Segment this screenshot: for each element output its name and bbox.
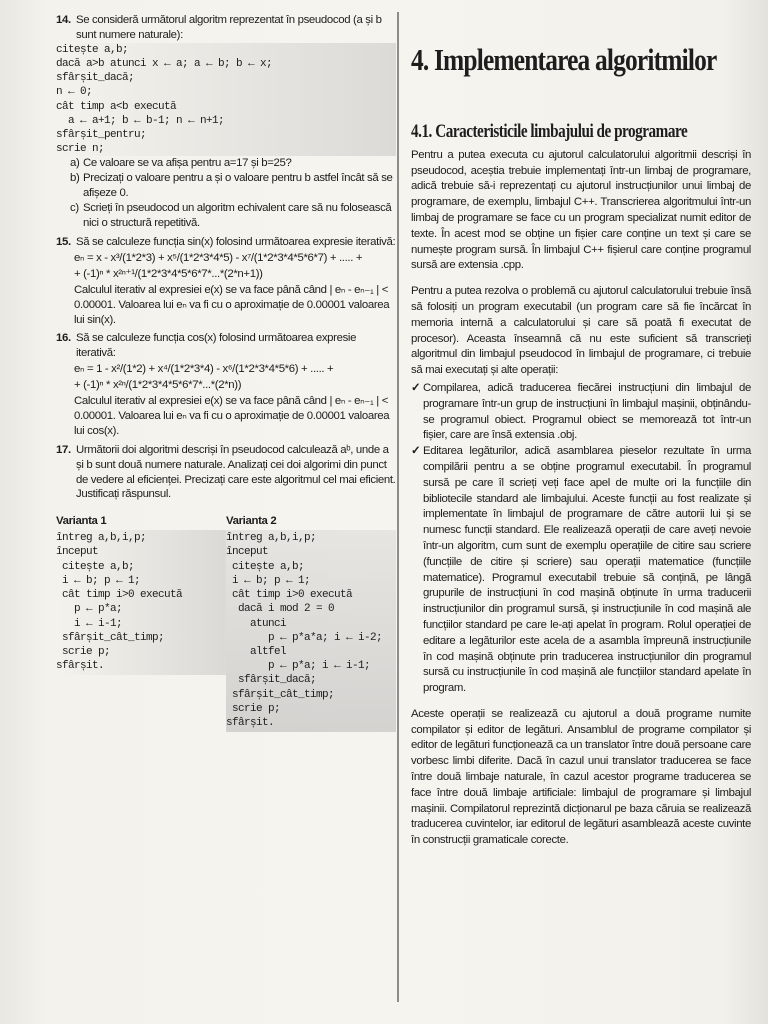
code-line: citește a,b; (226, 560, 305, 573)
code-line: a ← a+1; b ← b-1; n ← n+1; (56, 114, 225, 127)
exercise-16 (56, 331, 396, 361)
code-line: început (226, 546, 269, 559)
subquestion-label: c) (70, 202, 79, 215)
code-line: întreg a,b,i,p; (226, 532, 317, 545)
bullet-text: Compilarea, adică traducerea fiecărei instrucțiuni din limbajul de programare într-un grup de instrucțiuni în limbajul mașinii, obținându-se programul obiect. Programul obiect se memorează tot într-un fișier, care are însă extensia .obj. (423, 381, 751, 442)
bullet-linking (411, 444, 751, 697)
exercise-17 (56, 443, 396, 503)
exercise-intro: Să se calculeze funcția sin(x) folosind următoarea expresie iterativă: (76, 235, 396, 248)
code-line: cât timp i>0 execută (226, 589, 353, 602)
cos-formula-line-2: + (-1)ⁿ * x²ⁿ/(1*2*3*4*5*6*7*...*(2*n)) (74, 379, 242, 392)
column-divider (397, 12, 399, 1002)
code-line: citește a,b; (56, 43, 129, 56)
code-line: scrie p; (226, 702, 281, 715)
code-line: p ← p*a*a; i ← i-2; (226, 631, 383, 644)
subquestion-text: Scrieți în pseudocod un algoritm echivalent care să nu folosească nici o structură repetitivă. (83, 202, 392, 230)
chapter-title: 4. Implementarea algoritmilor (411, 42, 717, 77)
bullet-compilation (411, 381, 751, 444)
variant-title: Varianta 1 (56, 515, 107, 528)
subquestion-b (56, 171, 396, 201)
code-line: i ← b; p ← 1; (56, 574, 141, 587)
paragraph-1: Pentru a putea executa cu ajutorul calculatorului algoritmii descriși în pseudocod, aceștia trebuie implementați într-un limbaj de programare, adică trebuie să-i reprezentați cu ajutorul instrucțiunilor unui limbaj de programare, de exemplu, limbajul C++. Transcrierea algoritmului într-un limbaj de programare se face cu un program specializat numit editor de texte. În acest mod se obține un fișier care conține un text și care se numește program sursă. În limbajul C++ fișierul care conține programul sursă are extensia .cpp. (411, 148, 751, 272)
exercise-number: 17. (56, 443, 71, 456)
code-line: altfel (226, 645, 287, 658)
checkmark-icon: ✓ (411, 445, 421, 458)
variant-2-code (226, 530, 396, 732)
section-title: 4.1. Caracteristicile limbajului de programare (411, 121, 688, 142)
code-line: dacă a>b atunci x ← a; a ← b; b ← x; (56, 58, 273, 71)
subquestion-a (56, 156, 396, 171)
subquestion-text: Precizați o valoare pentru a și o valoare pentru b astfel încât să se afișeze 0. (83, 172, 393, 200)
chapter-column (411, 42, 751, 859)
exercise-number: 15. (56, 235, 71, 248)
code-line: scrie n; (56, 143, 105, 156)
algorithm-variants (56, 514, 396, 732)
paragraph-2: Pentru a putea rezolva o problemă cu ajutorul calculatorului trebuie însă să folosiți un program executabil (un program care să fie încărcat în memoria internă a calculatorului și care să poată fi executat de procesor). Aceasta înseamnă că nu este suficient să transcrieți algoritmul din limbajul pseudocod în limbajul de programare, ci trebuie să mai executați și alte operații: (411, 285, 751, 377)
code-line: întreg a,b,i,p; (56, 532, 147, 545)
bullet-text: Editarea legăturilor, adică asamblarea pieselor rezultate în urma compilării pentru a se obține programul executabil. În programul sursă pe care îl scrieți veți face apel de multe ori la funcțiile din bibliotecile standard ale limbajului. Aceste funcții au fost realizate și implementate în limbajul de programare de către autorii lui și se numesc funcții standard. Ele realizează operații de care aveți nevoie într-un algoritm, cum sunt de exemplu operațiile de citire sau scriere (funcțiile de citire și scriere) sau operații matematice (funcțiile matematice). Programul executabil trebuie să conțină, pe lângă grupurile de instrucțiuni în cod mașină obținute în urma traducerii instrucțiunilor din programul sursă, și instrucțiunile în cod mașină ale funcțiilor standard pe care le-ați apelat în program. Rolul operației de editare a legăturilor este acela de a asambla împreună instrucțiunile în cod mașină obținute prin traducerea instrucțiunilor din programul sursă cu instrucțiunile în cod mașină ale funcțiilor standard apelate în program. (423, 445, 751, 695)
subquestion-label: b) (70, 172, 80, 185)
code-line: dacă i mod 2 = 0 (226, 603, 335, 616)
code-line: i ← i-1; (56, 617, 123, 630)
code-line: sfârșit_dacă; (226, 674, 317, 687)
code-line: cât timp a<b execută (56, 100, 177, 113)
code-line: sfârșit_cât_timp; (226, 688, 335, 701)
exercise-intro: Se consideră următorul algoritm reprezentat în pseudocod (a și b sunt numere naturale): (76, 14, 382, 41)
code-line: sfârșit_dacă; (56, 72, 135, 85)
code-line: n ← 0; (56, 86, 93, 99)
exercise-number: 14. (56, 14, 71, 26)
sin-formula-line-1: eₙ = x - x³/(1*2*3) + x⁵/(1*2*3*4*5) - x⁷/(1*2*3*4*5*6*7) + ..... + (74, 251, 363, 264)
sin-formula-line-2: + (-1)ⁿ * x²ⁿ⁺¹/(1*2*3*4*5*6*7*...*(2*n+1)) (74, 267, 263, 280)
code-line: p ← p*a; i ← i-1; (226, 660, 371, 673)
exercise-note: Calculul iterativ al expresiei e(x) se va face până când | eₙ - eₙ₋₁ | < 0.00001. Valoarea lui eₙ va fi cu o aproximație de 0.00001 valoarea lui sin(x). (74, 283, 390, 326)
code-line: sfârșit_cât_timp; (56, 631, 165, 644)
subquestion-label: a) (70, 157, 80, 170)
code-line: sfârșit. (56, 660, 105, 673)
cos-formula-line-1: eₙ = 1 - x²/(1*2) + x⁴/(1*2*3*4) - x⁶/(1*2*3*4*5*6) + ..... + (74, 363, 334, 376)
variant-2 (226, 514, 396, 732)
code-line: citește a,b; (56, 560, 135, 573)
code-line: atunci (226, 617, 287, 630)
exercise-intro: Să se calculeze funcția cos(x) folosind următoarea expresie iterativă: (76, 332, 357, 360)
exercise-15 (56, 235, 396, 250)
code-line: scrie p; (56, 645, 111, 658)
code-line: sfârșit. (226, 716, 275, 729)
exercise-14 (56, 13, 396, 43)
exercises-column (56, 12, 396, 732)
code-line: i ← b; p ← 1; (226, 574, 311, 587)
pseudocode-block-14 (56, 43, 396, 157)
subquestion-text: Ce valoare se va afișa pentru a=17 și b=25? (83, 157, 292, 170)
paragraph-3: Aceste operații se realizează cu ajutorul a două programe numite compilator și editor de legături. Ansamblul de programe compilator și editor de legături funcționează ca un translator între două persoane care vorbesc limbi diferite. Dacă în cazul unui translator traducerea se face între două limbaje naturale, în cazul acestor programe traducerea se face între două limbaje artificiale: limbajul de programare și limbajul mașinii. Compilatorul reprezintă dicționarul pe baza căruia se realizează traducerea cuvintelor, iar editorul de legături asamblează aceste cuvinte în construcții gramaticale corecte. (411, 707, 751, 847)
exercise-note: Calculul iterativ al expresiei e(x) se va face până când | eₙ - eₙ₋₁ | < 0.00001. Valoarea lui eₙ va fi cu o aproximație de 0.00001 valoarea lui cos(x). (74, 395, 390, 437)
code-line: început (56, 546, 99, 559)
code-line: p ← p*a; (56, 603, 123, 616)
variant-1-code (56, 530, 226, 675)
subquestion-c (56, 201, 396, 231)
exercise-number: 16. (56, 332, 71, 345)
code-line: cât timp i>0 execută (56, 589, 183, 602)
code-line: sfârșit_pentru; (56, 129, 147, 142)
exercise-intro: Următorii doi algoritmi descriși în pseudocod calculează aᵇ, unde a și b sunt două numere naturale. Analizați cei doi algorimi din punct de vedere al eficienței. Precizați care este algoritmul cel mai eficient. Justificați răspunsul. (76, 443, 396, 501)
variant-title: Varianta 2 (226, 515, 277, 528)
variant-1 (56, 514, 226, 732)
checkmark-icon: ✓ (411, 381, 421, 394)
